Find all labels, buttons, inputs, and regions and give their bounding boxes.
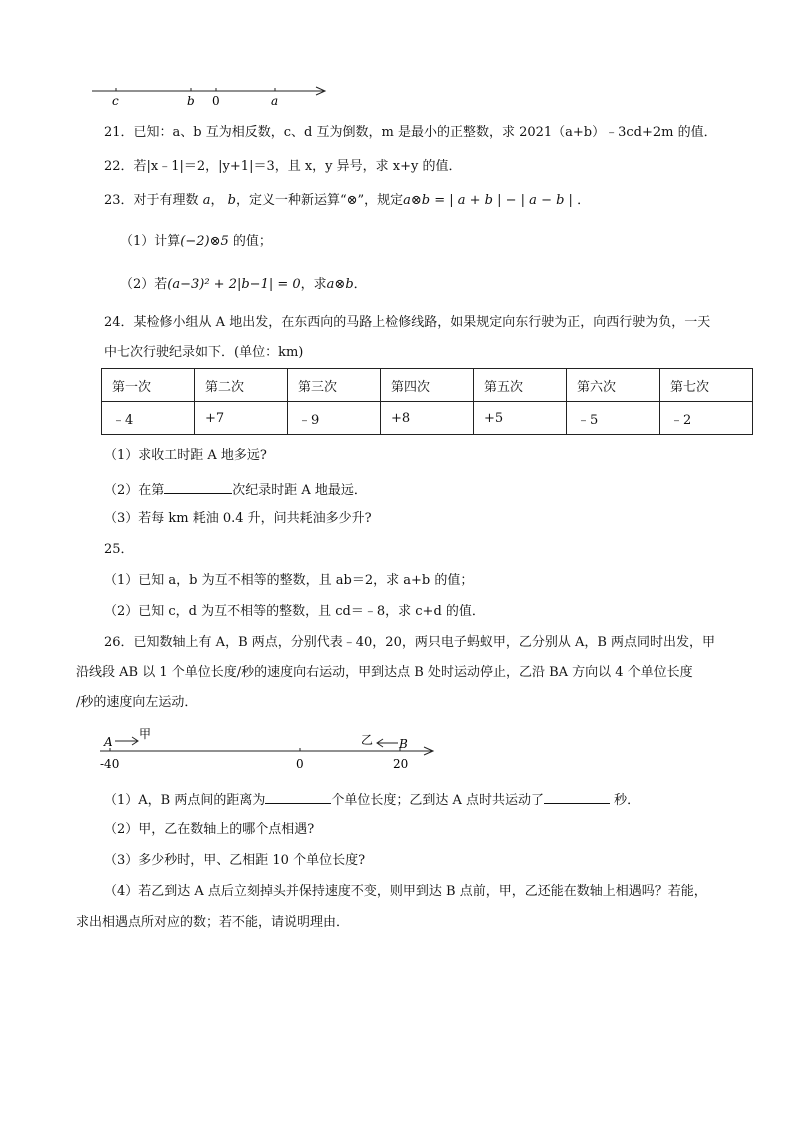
question-26-line2 <box>76 664 693 682</box>
q26-sub1-end: 秒． <box>614 793 641 808</box>
question-26-line3 <box>76 694 197 712</box>
q23-sub2-end: ． <box>353 277 367 292</box>
q24-sub3: （3）若每 km 耗油 0.4 升，问共耗油多少升? <box>104 511 372 526</box>
point-a-label: A <box>104 735 113 749</box>
q26-sub2: （2）甲，乙在数轴上的哪个点相遇? <box>104 822 315 837</box>
tick-label-0: 0 <box>212 94 220 108</box>
tick-label-c: c <box>112 94 119 108</box>
question-24-sub2 <box>104 479 367 500</box>
question-23 <box>104 192 590 210</box>
q26-time-blank[interactable] <box>544 789 610 804</box>
tick-label-a: a <box>271 94 279 108</box>
question-24-sub3 <box>104 510 372 528</box>
table-header-row <box>102 369 753 402</box>
question-24-sub1 <box>104 447 267 465</box>
q23-var-b: b <box>227 193 236 208</box>
table-header-cell: 第三次 <box>288 369 381 402</box>
question-24-line2 <box>104 344 303 362</box>
q23-end: ． <box>577 193 591 208</box>
table-cell: +5 <box>474 402 567 435</box>
q26-sub4-line1: （4）若乙到达 A 点后立刻掉头并保持速度不变，则甲到达 B 点前，甲，乙还能在数轴上相遇吗？若能， <box>104 884 707 899</box>
q26-sub1-pre: （1）A，B 两点间的距离为 <box>104 793 266 808</box>
tick-label-neg40: -40 <box>100 757 120 771</box>
table-cell: ﹣5 <box>567 402 660 435</box>
question-21 <box>104 124 717 142</box>
q22-text: 若|x﹣1|＝2，|y+1|＝3，且 x，y 异号，求 x+y 的值． <box>133 159 462 174</box>
q26-distance-blank[interactable] <box>265 789 331 804</box>
q26-sub3: （3）多少秒时，甲、乙相距 10 个单位长度? <box>104 853 366 868</box>
q26-line2: 沿线段 AB 以 1 个单位长度/秒的速度向右运动，甲到达点 B 处时运动停止，乙沿 BA 方向以 4 个单位长度 <box>76 665 693 680</box>
q22-number: 22． <box>104 159 134 174</box>
number-line-top <box>88 78 348 118</box>
q24-sub1: （1）求收工时距 A 地多远? <box>104 448 267 463</box>
q23-text-a: 对于有理数 <box>133 193 199 208</box>
tick-label-20: 20 <box>393 757 409 771</box>
table-header-cell: 第四次 <box>381 369 474 402</box>
table-cell: ﹣2 <box>660 402 753 435</box>
table-cell: ﹣4 <box>102 402 195 435</box>
q23-var-a: a <box>202 193 211 208</box>
question-26-sub1 <box>104 789 640 810</box>
question-25-sub2 <box>104 603 485 621</box>
q24-line1: 某检修小组从 A 地出发，在东西向的马路上检修线路，如果规定向东行驶为正，向西行驶为负，一天 <box>133 315 711 330</box>
q26-sub4-line2: 求出相遇点所对应的数；若不能，请说明理由． <box>76 915 350 930</box>
q23-sub1-suffix: 的值； <box>232 234 272 249</box>
question-26-sub3 <box>104 852 365 870</box>
q24-answer-blank[interactable] <box>164 479 232 494</box>
table-cell: +7 <box>195 402 288 435</box>
table-header-cell: 第一次 <box>102 369 195 402</box>
q25-sub1: （1）已知 a，b 为互不相等的整数，且 ab＝2，求 a+b 的值； <box>104 573 474 588</box>
question-24-line1 <box>104 314 710 332</box>
q23-sep: ， <box>210 193 224 208</box>
table-cell: ﹣9 <box>288 402 381 435</box>
q26-sub1-mid: 个单位长度；乙到达 A 点时共运动了 <box>331 793 545 808</box>
q24-line2: 中七次行驶纪录如下．(单位：km) <box>104 345 304 360</box>
q23-sub2-formula2: a⊗b <box>326 277 354 292</box>
question-23-sub2 <box>120 276 367 294</box>
question-25-sub1 <box>104 572 473 590</box>
q21-number: 21． <box>104 125 134 140</box>
q25-sub2: （2）已知 c，d 为互不相等的整数，且 cd＝﹣8，求 c+d 的值． <box>104 604 485 619</box>
table-header-cell: 第六次 <box>567 369 660 402</box>
q26-line3: /秒的速度向左运动． <box>76 695 198 710</box>
table-header-cell: 第二次 <box>195 369 288 402</box>
table-cell: +8 <box>381 402 474 435</box>
q24-number: 24． <box>104 315 134 330</box>
q24-sub2-pre: （2）在第 <box>104 483 165 498</box>
q24-sub2-post: 次纪录时距 A 地最远． <box>232 483 367 498</box>
q21-text: 已知：a、b 互为相反数，c、d 互为倒数，m 是最小的正整数，求 2021（a+b）﹣3cd+2m 的值． <box>133 125 717 140</box>
point-b-label: B <box>399 737 408 751</box>
driving-record-table <box>101 368 753 435</box>
q25-number: 25． <box>104 542 134 557</box>
yi-label: 乙 <box>361 733 374 747</box>
table-row <box>102 402 753 435</box>
q23-sub2-mid: ，求 <box>300 277 327 292</box>
q23-number: 23． <box>104 193 134 208</box>
q23-sub2-prefix: （2）若 <box>120 277 168 292</box>
question-23-sub1 <box>120 233 272 251</box>
question-26-sub4-line1 <box>104 883 707 901</box>
q26-line1: 已知数轴上有 A，B 两点，分别代表﹣40，20，两只电子蚂蚁甲，乙分别从 A，B 两点同时出发，甲 <box>133 635 716 650</box>
tick-label-b: b <box>187 94 195 108</box>
q23-sub2-formula: (a−3)² + 2|b−1| = 0 <box>167 277 301 292</box>
tick-label-zero: 0 <box>296 757 304 771</box>
q23-formula: a⊗b = | a + b | − | a − b | <box>403 193 573 208</box>
q26-number: 26． <box>104 635 134 650</box>
question-26-sub2 <box>104 821 314 839</box>
table-header-cell: 第七次 <box>660 369 753 402</box>
number-line-ants <box>96 726 446 776</box>
question-25 <box>104 541 134 559</box>
jia-label: 甲 <box>139 727 152 741</box>
question-26-sub4-line2 <box>76 914 349 932</box>
table-header-cell: 第五次 <box>474 369 567 402</box>
q23-text-b: ，定义一种新运算“⊗”，规定 <box>235 193 404 208</box>
question-26-line1 <box>104 634 715 652</box>
q23-sub1-formula: (−2)⊗5 <box>180 234 229 249</box>
q23-sub1-prefix: （1）计算 <box>120 234 181 249</box>
question-22 <box>104 158 462 176</box>
